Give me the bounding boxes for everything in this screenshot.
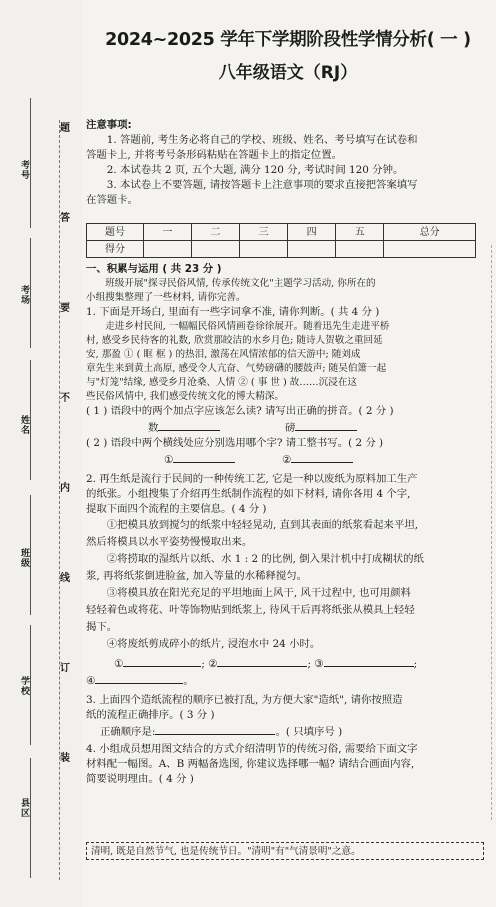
notice-line: 在答题卡。 xyxy=(86,194,138,206)
q4-material-box: 清明, 既是自然节气, 也是传统节日。"清明"有"气清景明"之意。 xyxy=(86,842,484,860)
q2-answers-line2: ④ 。 xyxy=(86,672,486,689)
q1-sub2-answers: ① ② xyxy=(86,451,486,468)
q1-sub1: ( 1 ) 语段中的两个加点字应该怎么读? 请写出正确的拼音。( 2 分 ) xyxy=(86,405,394,417)
section-intro: 班级开展"探寻民俗风情, 传承传统文化"主题学习活动, 你所在的 xyxy=(105,278,376,289)
score-table-header-row xyxy=(87,224,476,241)
answer-blank[interactable] xyxy=(217,655,307,667)
q3-stem: 3. 上面四个造纸流程的顺序已被打乱, 为方便大家"造纸", 请你按照造 纸的流程正确排序。( 3 分 ) xyxy=(86,694,403,721)
q1-stem: 1. 下面是开场白, 里面有一些字词拿不准, 请你判断。( 共 4 分 ) xyxy=(86,306,380,318)
margin-label-school: 学校 xyxy=(19,676,29,696)
q1-sub1-answers: 数 磅 xyxy=(86,419,486,436)
score-table xyxy=(86,223,476,258)
score-table-cell: 二 xyxy=(192,224,240,241)
q4-stem: 4. 小组成员想用图文结合的方式介绍清明节的传统习俗, 需要给下面文字 材料配一幅图。A、B 两幅备选图, 你建议选择哪一幅? 请结合画面内容, 简要说明理由。( 4 分 ) xyxy=(86,743,418,785)
answer-blank[interactable] xyxy=(324,655,414,667)
score-table-cell: 一 xyxy=(144,224,192,241)
score-input-cell[interactable] xyxy=(240,241,288,258)
seal-char: 内 xyxy=(60,483,70,494)
section-intro: 小组搜集整理了一些材料, 请你完善。 xyxy=(86,292,246,303)
score-input-cell[interactable] xyxy=(336,241,384,258)
score-table-cell: 三 xyxy=(240,224,288,241)
margin-label-exam-room: 考场 xyxy=(19,285,29,305)
seal-char: 答 xyxy=(60,213,70,224)
score-table-cell: 总分 xyxy=(384,224,476,241)
score-input-cell[interactable] xyxy=(144,241,192,258)
answer-blank[interactable] xyxy=(123,655,201,667)
answer-blank[interactable] xyxy=(155,723,275,735)
margin-label-name: 姓名 xyxy=(19,415,29,435)
margin-label-district: 县区 xyxy=(19,798,29,818)
notice-line: 答题卡上, 并将考号条形码粘贴在答题卡上的指定位置。 xyxy=(86,149,342,161)
score-input-cell[interactable] xyxy=(288,241,336,258)
score-input-cell[interactable] xyxy=(192,241,240,258)
notice-heading: 注意事项: xyxy=(86,119,132,131)
notice-line: 1. 答题前, 考生务必将自己的学校、班级、姓名、考号填写在试卷和 xyxy=(106,134,418,146)
page-title: 2024~2025 学年下学期阶段性学情分析( 一 ) xyxy=(105,30,471,50)
score-table-cell: 得分 xyxy=(87,241,144,258)
q2-steps: ①把模具放到搅匀的纸浆中轻轻晃动, 直到其表面的纸浆看起来平坦, 然后将模具以水平姿势慢慢取出来。 ②将捞取的湿纸片以纸、水 1 : 2 的比例, 倒入果汁机中打成糊状的纸 浆, 再将纸浆倒进脸盆, 加入等量的水稀释搅匀。 ③将模具放在阳光充足的平坦地面上风干, 风干过程中, 也可用颜料 轻轻着色或将花、叶等饰物贴到纸浆上, 待风干后再将纸张从模具上轻轻 揭下。 ④将废纸剪成碎小的纸片, 浸泡水中 24 小时。 xyxy=(86,519,424,650)
exam-page xyxy=(86,0,490,907)
binding-margin xyxy=(0,0,82,907)
q2-answers: ① ; ② ; ③ ; xyxy=(86,655,486,672)
q3-answer: 正确顺序是: 。( 只填序号 ) xyxy=(86,723,486,740)
seal-char: 订 xyxy=(60,663,70,674)
right-cut-line xyxy=(491,245,492,820)
q1-sub2: ( 2 ) 语段中两个横线处应分别选用哪个字? 请工整书写。( 2 分 ) xyxy=(86,437,384,449)
seal-char: 题 xyxy=(60,123,70,134)
margin-label-class: 班级 xyxy=(19,548,29,568)
q2-stem: 2. 再生纸是流行于民间的一种传统工艺, 它是一种以废纸为原料加工生产 的纸张。小组搜集了介绍再生纸制作流程的如下材料, 请你各用 4 个字, 提取下面四个流程的主要信息。( 4 分 ) xyxy=(86,473,418,515)
section-1 xyxy=(86,262,486,787)
answer-blank[interactable] xyxy=(295,419,357,431)
seal-char: 装 xyxy=(60,753,70,764)
seal-char: 要 xyxy=(60,303,70,314)
notice xyxy=(86,118,486,208)
page-subtitle: 八年级语文（RJ） xyxy=(218,63,358,83)
answer-blank[interactable] xyxy=(158,419,220,431)
answer-blank[interactable] xyxy=(95,672,183,684)
score-table-cell: 题号 xyxy=(87,224,144,241)
score-table-score-row xyxy=(87,241,476,258)
seal-line xyxy=(59,120,60,880)
score-table-cell: 四 xyxy=(288,224,336,241)
answer-blank[interactable] xyxy=(173,451,235,463)
seal-char: 线 xyxy=(60,573,70,584)
seal-char: 不 xyxy=(60,393,70,404)
notice-line: 3. 本试卷上不要答题, 请按答题卡上注意事项的要求直接把答案填写 xyxy=(106,179,418,191)
score-input-cell[interactable] xyxy=(384,241,476,258)
margin-label-exam-number: 考号 xyxy=(19,160,29,180)
answer-blank[interactable] xyxy=(291,451,353,463)
score-table-cell: 五 xyxy=(336,224,384,241)
section-heading: 一、积累与运用 ( 共 23 分 ) xyxy=(86,263,222,275)
q1-passage: 走进乡村民间, 一幅幅民俗风情画卷徐徐展开。随着迅先生走进平桥 村, 感受乡民待客的礼数, 欣赏那皎洁的水乡月色; 随诗人贺敬之重回延 安, 那盈 ① ( 眶 框 ) 的热泪, 激荡在风情浓郁的信天游中; 随刘成 章先生来到黄土高原, 感受令人亢奋、气势磅礴的腰鼓声; 随吴伯箫一起 与"灯笼"结缘, 感受乡月沧桑、人情 ② ( 事 世 ) 故……沉浸在这 些民俗风情中, 我们感受传统文化的博大精深。 xyxy=(86,321,390,402)
notice-line: 2. 本试卷共 2 页, 五个大题, 满分 120 分, 考试时间 120 分钟。 xyxy=(106,164,404,176)
